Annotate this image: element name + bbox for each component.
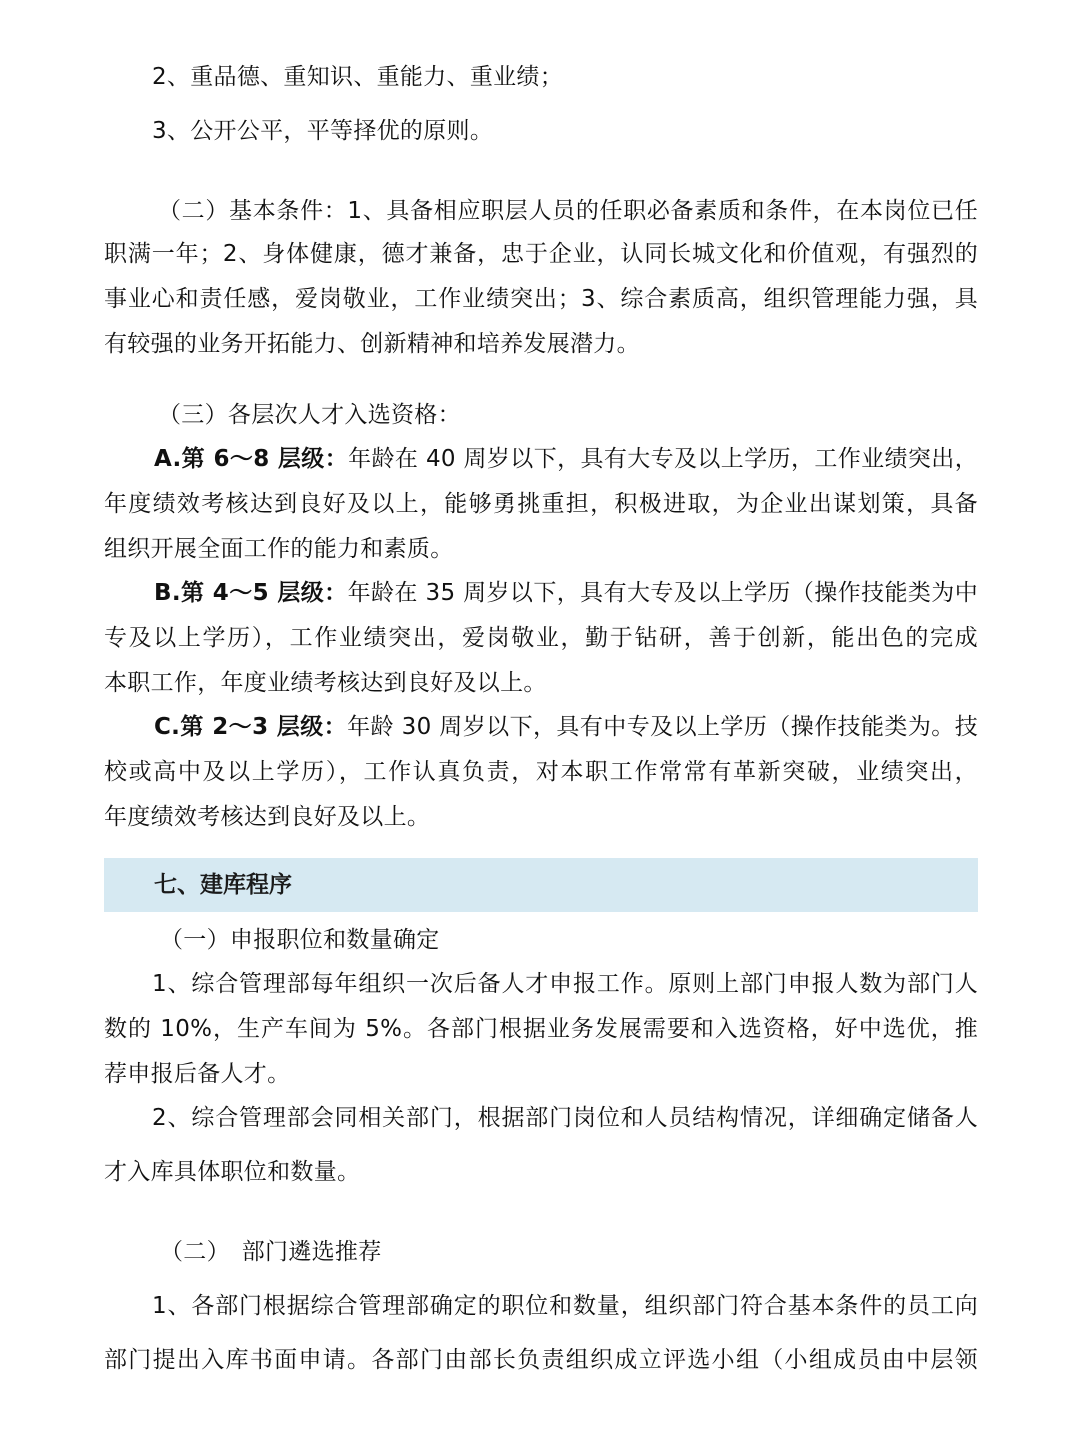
- paragraph-line: 荐申报后备人才。: [104, 1061, 291, 1087]
- qualification-a-text: 年龄在 40 周岁以下，具有大专及以上学历，工作业绩突出，: [348, 446, 978, 472]
- paragraph-line: 2、综合管理部会同相关部门，根据部门岗位和人员结构情况，详细确定储备人: [152, 1105, 978, 1131]
- qualification-a-label: A.第 6～8 层级：: [154, 446, 349, 472]
- qualification-a-line: 组织开展全面工作的能力和素质。: [104, 536, 454, 562]
- qualification-c-line: 校或高中及以上学历），工作认真负责，对本职工作常常有革新突破，业绩突出，: [104, 759, 978, 785]
- section-heading-bar: [104, 858, 978, 912]
- qualification-c-label: C.第 2～3 层级：: [154, 714, 348, 740]
- section-heading: 七、建库程序: [154, 872, 292, 898]
- qualification-b-first-line: [154, 578, 978, 608]
- basic-conditions-line: 职满一年；2、身体健康，德才兼备，忠于企业，认同长城文化和价值观，有强烈的: [104, 241, 978, 267]
- paragraph-line: 部门提出入库书面申请。各部门由部长负责组织成立评选小组（小组成员由中层领: [104, 1347, 978, 1373]
- principle-item-2: 2、重品德、重知识、重能力、重业绩；: [152, 64, 564, 90]
- qualification-c-text: 年龄 30 周岁以下，具有中专及以上学历（操作技能类为。技: [347, 714, 978, 740]
- qualifications-title: （三）各层次人才入选资格：: [158, 402, 461, 428]
- basic-conditions-line: 有较强的业务开拓能力、创新精神和培养发展潜力。: [104, 331, 640, 357]
- qualification-a-line: 年度绩效考核达到良好及以上，能够勇挑重担，积极进取，为企业出谋划策，具备: [104, 491, 978, 517]
- paragraph-line: 1、综合管理部每年组织一次后备人才申报工作。原则上部门申报人数为部门人: [152, 971, 978, 997]
- qualification-c-first-line: [154, 712, 978, 742]
- qualification-a-first-line: [154, 444, 978, 474]
- subsection-title: （一）申报职位和数量确定: [160, 927, 440, 953]
- qualification-c-line: 年度绩效考核达到良好及以上。: [104, 804, 431, 830]
- subsection-title: （二） 部门遴选推荐: [160, 1239, 382, 1265]
- paragraph-line: 1、各部门根据综合管理部确定的职位和数量，组织部门符合基本条件的员工向: [152, 1293, 978, 1319]
- qualification-b-text: 年龄在 35 周岁以下，具有大专及以上学历（操作技能类为中: [347, 580, 978, 606]
- qualification-b-line: 专及以上学历），工作业绩突出，爱岗敬业，勤于钻研，善于创新，能出色的完成: [104, 625, 978, 651]
- basic-conditions-line: （二）基本条件：1、具备相应职层人员的任职必备素质和条件，在本岗位已任: [158, 198, 978, 224]
- qualification-b-label: B.第 4～5 层级：: [154, 580, 348, 606]
- basic-conditions-line: 事业心和责任感，爱岗敬业，工作业绩突出；3、综合素质高，组织管理能力强，具: [104, 286, 978, 312]
- paragraph-line: 数的 10%，生产车间为 5%。各部门根据业务发展需要和入选资格，好中选优，推: [104, 1016, 978, 1042]
- paragraph-line: 才入库具体职位和数量。: [104, 1159, 361, 1185]
- principle-item-3: 3、公开公平，平等择优的原则。: [152, 118, 494, 144]
- qualification-b-line: 本职工作，年度业绩考核达到良好及以上。: [104, 670, 547, 696]
